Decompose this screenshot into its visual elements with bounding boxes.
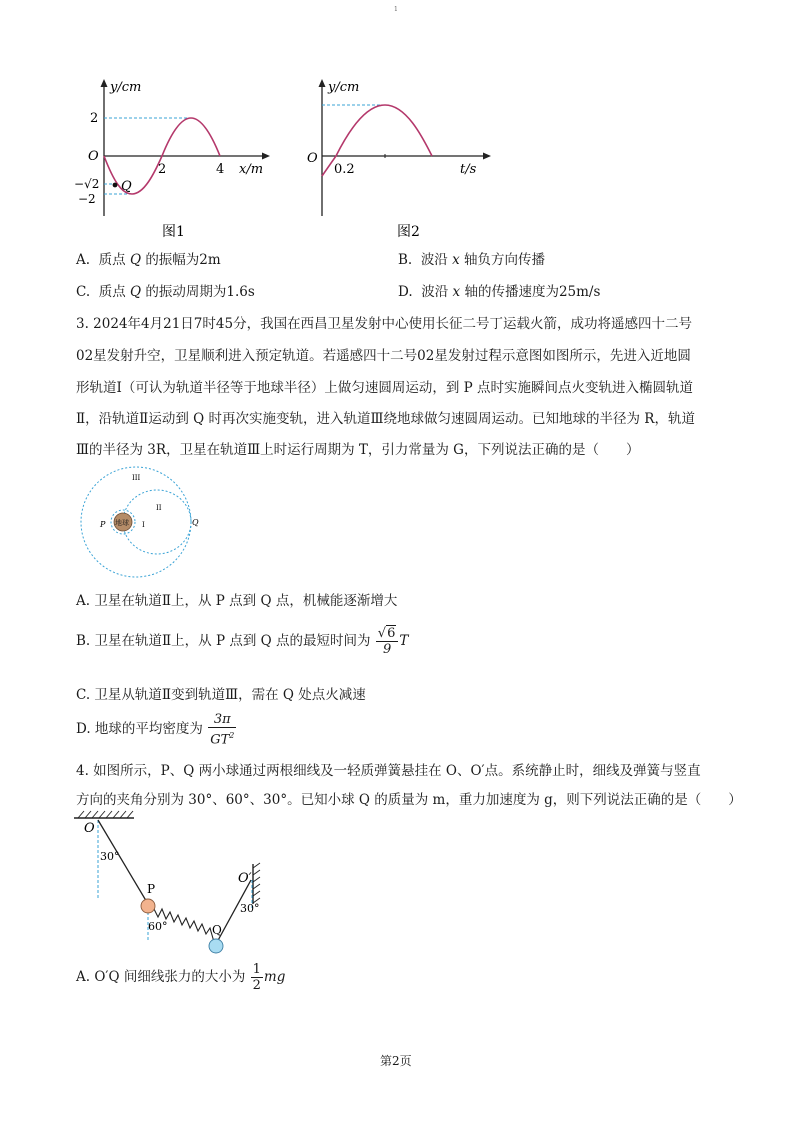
orbit-2-label: II xyxy=(156,504,162,512)
fig1-x-tick-4: 4 xyxy=(216,162,225,177)
fig2-x-tick-0.2: 0.2 xyxy=(334,162,355,177)
q4-text-line-2: 方向的夹角分别为 30°、60°、30°。已知小球 Q 的质量为 m，重力加速度为 g，则下列说法正确的是（ ） xyxy=(76,792,742,808)
fig4-ball-p-label: P xyxy=(147,882,156,896)
fig4-angle-spring: 60° xyxy=(148,920,168,933)
q3-option-d: D. 地球的平均密度为 $\frac{3\pi}{GT^2}$ xyxy=(76,712,235,748)
q3-text-line-1: 3. 2024年4月21日7时45分，我国在西昌卫星发射中心使用长征二号丁运载火箭，成功将遥感四十二号 xyxy=(76,316,693,332)
figure-3-orbit-diagram xyxy=(70,462,210,582)
fig1-point-q-label: Q xyxy=(121,179,132,194)
q3-option-b: B. 卫星在轨道Ⅱ上，从 P 点到 Q 点的最短时间为 $\frac{√6}{9}$ T xyxy=(76,626,409,657)
fig2-caption: 图2 xyxy=(397,224,420,240)
q4-option-a: A. O′Q 间细线张力的大小为 $\frac{1}{2}$ mg xyxy=(76,962,286,993)
fig2-x-axis-label: t/s xyxy=(460,162,477,177)
fig1-y-axis-label: y/cm xyxy=(110,80,142,95)
q3-option-d-fraction: $\frac{3\pi}{GT^2}$ xyxy=(210,712,235,748)
point-q-label: Q xyxy=(192,518,199,527)
fig1-y-tick-neg2: −2 xyxy=(78,192,96,206)
q3-text-line-4: Ⅱ，沿轨道Ⅱ运动到 Q 时再次实施变轨，进入轨道Ⅲ绕地球做匀速圆周运动。已知地球的半径为 R，轨道 xyxy=(76,411,695,427)
fig1-y-tick-neg-sqrt2: −√2 xyxy=(74,177,100,191)
q3-option-a: A. 卫星在轨道Ⅱ上，从 P 点到 Q 点，机械能逐渐增大 xyxy=(76,593,398,609)
q2-option-b: B. 波沿 x 轴负方向传播 xyxy=(398,252,546,268)
q4-option-a-fraction: $\frac{1}{2}$ xyxy=(252,962,261,993)
ball-p xyxy=(141,899,155,913)
earth-label: 地球 xyxy=(115,519,129,527)
fig4-pivot-o2: O′ xyxy=(238,871,252,886)
header-mark: 1 xyxy=(394,6,398,13)
fig1-y-tick-2: 2 xyxy=(90,111,99,126)
fig4-ball-q-label: Q xyxy=(212,923,222,937)
q3-text-line-2: 02星发射升空，卫星顺利进入预定轨道。若遥感四十二号02星发射过程示意图如图所示，先进入近地圆 xyxy=(76,348,691,364)
q3-text-line-5: Ⅲ的半径为 3R，卫星在轨道Ⅲ上时运行周期为 T，引力常量为 G，下列说法正确的是（ ） xyxy=(76,442,640,458)
point-p-label: P xyxy=(100,520,106,529)
q2-option-d: D. 波沿 x 轴的传播速度为25m/s xyxy=(398,284,601,300)
orbit-3-label: III xyxy=(132,474,141,482)
fig2-y-axis-label: y/cm xyxy=(328,80,360,95)
q2-option-a: A. 质点 Q 的振幅为2m xyxy=(76,252,221,268)
fig1-x-axis-label: x/m xyxy=(239,162,264,177)
figure-2-vibration-graph xyxy=(298,74,498,249)
fig4-angle-top: 30° xyxy=(100,850,120,863)
fig1-origin-label: O xyxy=(88,149,99,164)
q2-option-c: C. 质点 Q 的振动周期为1.6s xyxy=(76,284,255,300)
ball-q xyxy=(209,939,223,953)
fig2-origin-label: O xyxy=(307,151,318,166)
q3-option-b-fraction: $\frac{√6}{9}$ xyxy=(376,626,399,657)
figure-4-spring-system xyxy=(70,808,280,958)
q4-text-line-1: 4. 如图所示，P、Q 两小球通过两根细线及一轻质弹簧悬挂在 O、O′点。系统静止时，细线及弹簧与竖直 xyxy=(76,763,701,779)
q3-option-c: C. 卫星从轨道Ⅱ变到轨道Ⅲ，需在 Q 处点火减速 xyxy=(76,687,366,703)
page-number: 第2页 xyxy=(380,1054,412,1068)
figure-1-wave-graph xyxy=(70,74,275,249)
fig4-angle-right: 30° xyxy=(240,902,260,915)
fig4-pivot-o: O xyxy=(84,821,95,836)
orbit-1-label: I xyxy=(142,521,145,529)
fig1-x-tick-2: 2 xyxy=(158,162,167,177)
q3-text-line-3: 形轨道Ⅰ（可认为轨道半径等于地球半径）上做匀速圆周运动，到 P 点时实施瞬间点火变轨进入椭圆轨道 xyxy=(76,380,693,396)
point-q-dot xyxy=(113,183,118,188)
fig1-caption: 图1 xyxy=(162,224,185,240)
